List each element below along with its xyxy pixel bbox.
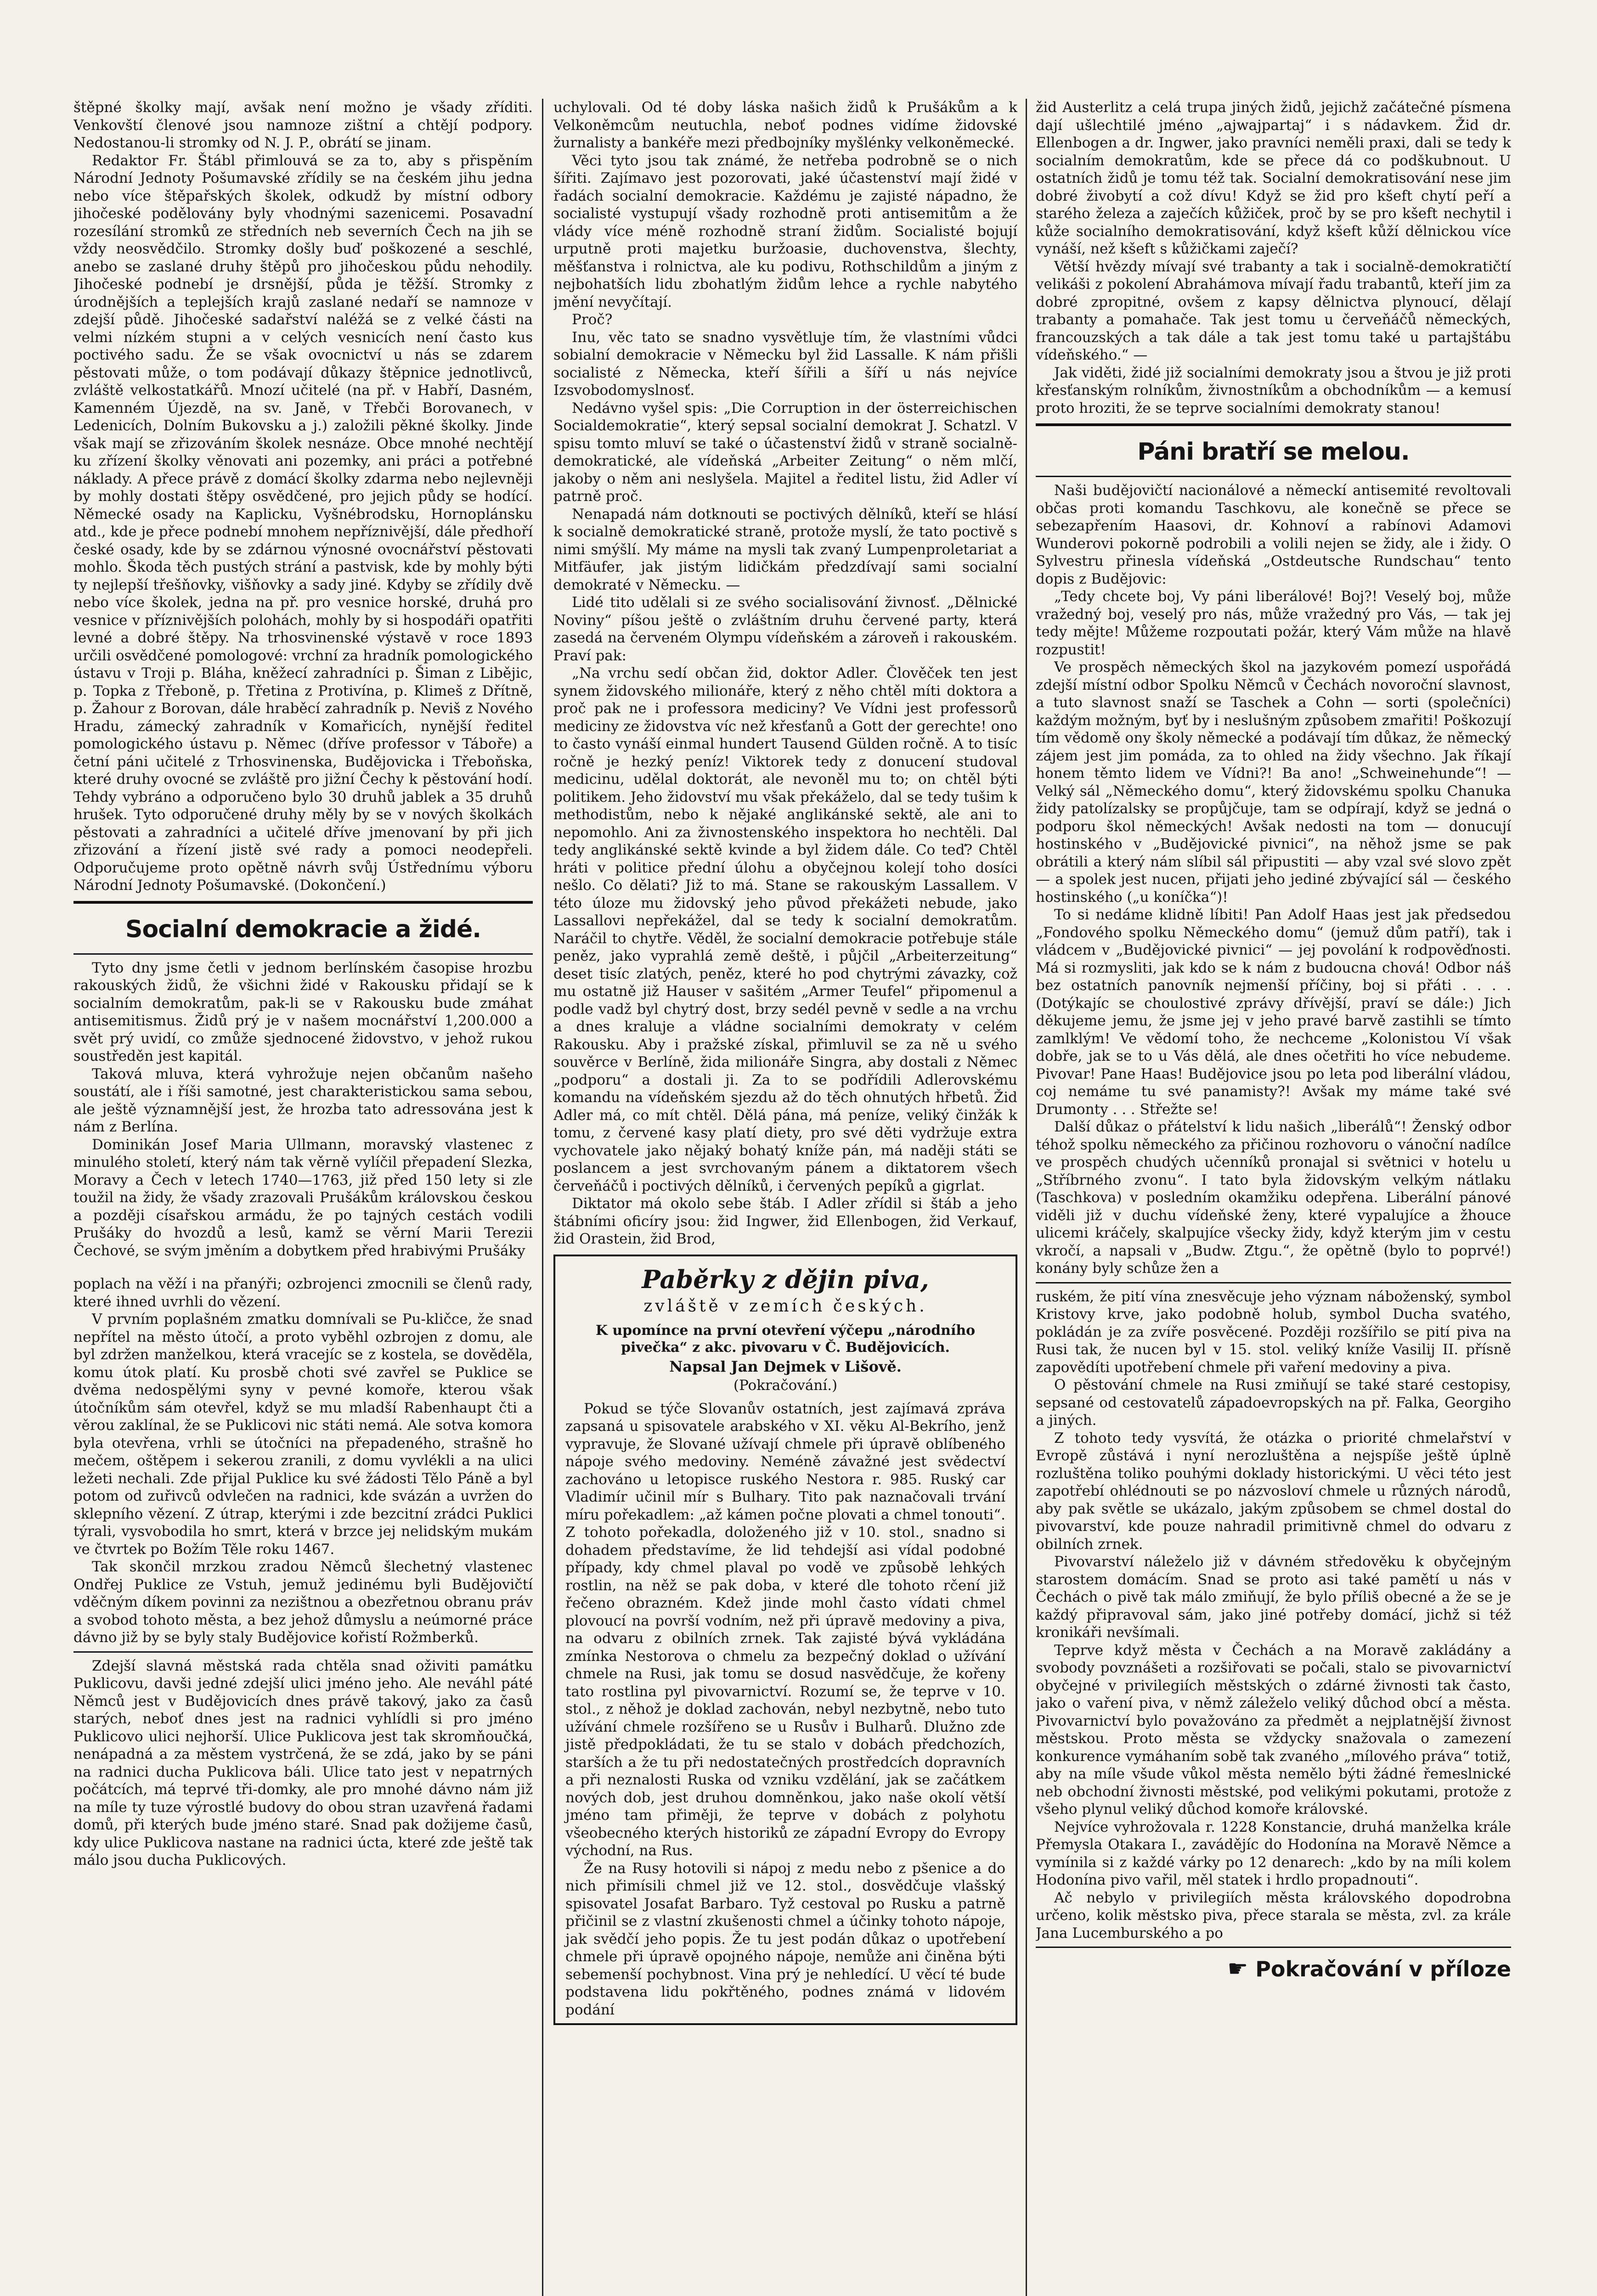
continuation-footer (1036, 1955, 1511, 1982)
column-rule (1026, 99, 1027, 2296)
article-paragraph: Dominikán Josef Maria Ullmann, moravský vlastenec z minulého století, který nám tak věrně vylíčil přepadení Slezka, Moravy a Čech v letech 1740—1763, již před 150 lety si zle toužil na židy, že všady zrazovali Prušákům královskou českou a později císařskou armádu, že po tajných cestách vodili Prušáky do hvozdů a lesů, kamž se věrní Marii Terezii Čechové, se svým jměním a dobytkem před hrabivými Prušáky (73, 1136, 533, 1259)
footer-label: Pokračování v příloze (1255, 1957, 1511, 1981)
article-paragraph: „Na vrchu sedí občan žid, doktor Adler. Člověček ten jest synem židovského milionáře, který z něho chtěl míti doktora a proč pak ne i professora mediciny? Ve Vídni jest professorů mediciny ze židovstva víc než křesťanů a Gott der gerechte! ono to často vynáší einmal hundert Tausend Gülden ročně. A to tisíc ročně je hezký peníz! Viktorek tedy z donucení studoval medicinu, udělal doktorát, ale nevoněl mu to; on chtěl býti politikem. Jeho židovství mu však překáželo, dal se tedy tušim k methodistům, nebo k nějaké anglikánské sektě, ale ani to nepomohlo. Ani za živnostenského inspektora ho nechtěli. Dal tedy anglikánské sektě kvinde a byl židem dále. Co teď? Chtěl hráti v politice přední úlohu a obyčejnou kolejí toho dosíci nešlo. Co dělati? Již to má. Stane se rakouským Lassallem. V této úloze mu židovský jeho původ překážeti nebude, jako Lassallovi nepřekážel, dal se tedy k socialní demokratům. Naráčil to chytře. Věděl, že socialní demokracie potřebuje stále peněz, jako vyprahlá země deště, i půjčil „Arbeiterzeitung“ deset tisíc zlatých, peněz, které ho pod chytrými závazky, což mu ostatně již Hauser v sašitém „Armer Teufel“ připomenul a podle vadž byl chytrý dost, brzy sedél pevně v sedle a na vrchu a dnes kraluje a vládne socialními demokraty v celém Rakousku. Aby i pražské získal, přimluvil se za ně u svého souvěrce v Berlíně, žida milionáře Singra, aby dostali z Němec „podporu“ a dostali ji. Za to se podřídili Adlerovskému komandu na vídeňském sjezdu až do těch ohnutých hřbetů. Žid Adler má, co mít chtěl. Dělá pána, má peníze, veliký činžák k tomu, z červené kasy platí diety, pro své děti vydržuje extra vychovatele jako nějaký bohatý kníže pán, má naději státi se poslancem a jest svrchovaným pánem a diktatorem všech červeňáčů i poctivých dělníků, i červených pepíků a gigrlat. (553, 665, 1017, 1194)
article-paragraph: Zdejší slavná městská rada chtěla snad oživiti památku Puklicovu, davši jedné zdejší ulici jméno jeho. Ale neváhl páté Němců jest v Budějovicích dnes právě takový, jako za časů starých, neboť dnes jest na radnici vyhlídli si pro jméno Puklicovo ulici nejhorší. Ulice Puklicova jest tak skromňoučká, nenápadná a za městem vystrčená, že se zdá, jako by se páni na radnici ducha Puklicova báli. Ulice tato jest v nepatrných počátcích, má teprvé tři-domky, ale pro mnohé dávno nám již na míle ty tuze výrostlé budovy do obou stran uzavřená řadami domů, při kterých bude jméno staré. Snad pak dožijeme časů, kdy ulice Puklicova nastane na radnici úcta, které zde ještě tak málo jsou ducha Puklicových. (73, 1657, 533, 1868)
article-paragraph: Že na Rusy hotovili si nápoj z medu nebo z pšenice a do nich přimísili chmel již ve 12. stol., dosvědčuje vlašský spisovatel Josafat Barbaro. Tyž cestoval po Rusku a patrně přičinil se z vlastní zkušenosti chmel a účinky tohoto nápoje, jak svědčí jeho popis. Že tu jest podán důkaz o upotřebení chmele při úpravě opojného nápoje, nemůže ani činěna býti sebemenší pochybnost. Vina prý je nehledící. U věcí té bude podstavena lidu pokřtěného, podnes známá v lidovém podání (565, 1860, 1005, 2018)
article-paragraph: uchylovali. Od té doby láska našich židů k Prušákům a k Velkoněmcům neutuchla, neboť podnes vidíme židovské žurnalisty a bankéře mezi předbojníky myšlénky velkoněmecké. (553, 99, 1017, 151)
feature-author: Napsal Jan Dejmek v Lišově. (669, 1357, 902, 1375)
article-paragraph: Naši budějovičtí nacionálové a německí antisemité revoltovali občas proti komandu Taschkovu, ale konečně se přece se sebezapřením Haasovi, dr. Kohnoví a rabínovi Adamovi Wunderovi pokorně podrobili a volili nejen se židy, ale i židy. O Sylvestru přinesla vídeňská „Ostdeutsche Rundschau“ tento dopis z Budějovic: (1036, 482, 1511, 587)
article-paragraph: Redaktor Fr. Štábl přimlouvá se za to, aby s přispěním Národní Jednoty Pošumavské zřídily se na českém jihu jedna nebo více štěpařských školek, odkudž by místní odbory jihočeské podělovány byly vhodnými sazenicemi. Posavadní rozesílání stromků ze středních neb severních Čech na jih se vždy neosvědčilo. Stromky došly buď poškozené a seschlé, anebo se zaslané druhy štěpů pro jihočeskou půdu nehodily. Jihočeské podnebí je drsnější, půda je těžší. Stromky z úrodnějších a teplejších krajů zaslané nedaří se namnoze v zdejší půdě. Jihočeské sadařství naléžá se z velké části na velmi nízkém stupni a v celých vesnicích není často kus poctivého sadu. Že se však ovocnictví u nás se zdarem pěstovati může, o tom podávají důkazy štěpnice jednotlivců, zvláště velkostatkářů. Mnozí učitelé (na př. v Habří, Dasném, Kamenném Újezdě, na sv. Janě, v Třebči Borovanech, v Ledenicích, Dolním Bukovsku a j.) založili pěkné školky. Jinde však mají se zřizováním školek nesnáze. Obce mnohé nechtějí ku zřízení školky věnovati ani pozemky, ani práci a potřebné náklady. A přece právě z domácí školky zdarma nebo nejlevněji by mohly dostati štěpy osvědčené, pro jejich půdy se hodící. Německé osady na Kaplicku, Vyšnébrodsku, Hornoplánsku atd., kde je přece podnebí mnohem nepříznivější, dále předhoří české osady, kde by se zdárnou výnosné ovocnářství pěstovati mohlo. Škoda těch pustých strání a pastvisk, kde by mohly býti ty nejlepší třešňovky, višňovky a sady jiné. Kdyby se zřídily dvě nebo více školek, jedna na př. pro vesnice horské, druhá pro vesnice v příznivějších polohách, mohly by si hospodáři opatřiti levné a dobré štěpy. Na trhosvinenské výstavě v roce 1893 určili osvědčené pomologové: vrchní za hradník pomologického ústavu v Troji p. Bláha, kněžecí zahradníci p. Šiman z Libějic, p. Topka z Třeboně, p. Třetina z Protivína, p. Klimeš z Dřítně, p. Žahour z Borovan, dále hraběcí zahradník p. Neviš z Nového Hradu, zámecký zahradník v Komařicích, nynější ředitel pomologického ústavu p. Němec (dříve professor v Táboře) a četní páni učitelé z Trhosvinenska, Budějovicka i Třeboňska, které druhy ovocné se zvláště pro jižní Čechy k pěstování hodí. Tehdy vybráno a odporučeno bylo 30 druhů jablek a 35 druhů hrušek. Tyto odporučené druhy měly by se v nových školkách pěstovati a zahradníci a učitelé dříve jmenovaní by při jich zřizování a řízení jistě své rady a pomoci neodepřeli. Odporučujeme proto opětně návrh svůj Ústřednímu výboru Národní Jednoty Pošumavské. (Dokončení.) (73, 152, 533, 894)
section-divider (1036, 1282, 1511, 1283)
feature-title: Paběrky z dějin piva, (642, 1264, 929, 1294)
article-paragraph: Ve prospěch německých škol na jazykovém pomezí uspořádá zdejší místní odbor Spolku Němců v Čechách novoroční slavnost, a tuto slavnost snaží se Taschek a Cohn — sorti (společníci) každým možným, byť by i neslušným způsobem zmařiti! Poškozují tím vědomě ony školy německé a podávají tím důkaz, že německý zájem jest jim pomáda, za to ohled na židy všechno. Jak říkají honem těmto lidem ve Vídni?! Ba ano! „Schweinehunde“! — Velký sál „Německého domu“, který židovskému spolku Chanuka židy patolízalsky se propůjčuje, tam se odpírají, když se jedná o podporu škol německých! Avšak nedosti na tom — donucují hostinského v „Budějovické pivnici“, na něhož jsme se pak obrátili a který nám slíbil sál připustiti — aby vzal své slovo zpět — a spolek jest nucen, přijati jeho jediné zbývající sál — českého hostinského („u koníčka“)! (1036, 659, 1511, 906)
article-paragraph: poplach na věží i na přanýři; ozbrojenci zmocnili se členů rady, které ihned uvrhli do vězení. (73, 1276, 533, 1310)
article-paragraph: Lidé tito udělali si ze svého socialisování živnosť. „Dělnické Noviny“ píšou ještě o zvláštním druhu červené party, která zasedá na červeném Olympu vídeňském a zároveň i rakouském. Praví pak: (553, 594, 1017, 664)
feature-box (553, 1255, 1017, 2026)
article-paragraph: „Tedy chcete boj, Vy páni liberálové! Boj?! Veselý boj, může vražedný boj, veselý pro nás, může vražedný pro Vás, — tak jej tedy mějte! Můžeme rozpoutati požár, který Vám může na hlavě rozpustit! (1036, 588, 1511, 658)
article-paragraph: Nenapadá nám dotknouti se poctivých dělníků, kteří se hlásí k socialně demokratické straně, protože myslí, že tato poctivě s nimi smýšlí. My máme na mysli tak zvaný Lumpenproletariat a Mitfäufer, jak jistým lidičkám předzdívají sami socialní demokraté v Německu. — (553, 506, 1017, 593)
article-paragraph: Ač nebylo v privilegiích města královského dopodrobna určeno, kolik městsko piva, přece starala se města, zvl. za krále Jana Lucemburského a po (1036, 1889, 1511, 1941)
footer-rule (1036, 1947, 1511, 1948)
feature-note: K upomínce na první otevření výčepu „národního pivečka“ z akc. pivovaru v Č. Budějovicích. (595, 1322, 976, 1356)
article-paragraph: To si nedáme klidně líbiti! Pan Adolf Haas jest jak předsedou „Fondového spolku Německého domu“ (jemuž dům patří), tak i vládcem v „Budějovické pivnici“ — jej povolání k rodpověďnosti. Má si rozmysliti, jak kdo se k nám z budoucna chová! Odbor náš bez ostatních panovník nejmenší příčiny, boj si přáti . . . . (Dotýkajíc se choulostivé zprávy dřívější, praví se dále:) Jich děkujeme jemu, že jsme jej v jeho pravé barvě zastihli se tímto zamlklým! Ve vědomí toho, že nechceme „Kolonistou Ví však dobře, jak se to u Vás dělá, ale dnes očetřiti ho více nebudeme. Pivovar! Pane Haas! Budějovice jsou po leta pod liberální vládou, coj nemáme tu své panamisty?! Avšak my máme také své Drumonty . . . Střežte se! (1036, 906, 1511, 1118)
article-paragraph: Tyto dny jsme četli v jednom berlínském časopise hrozbu rakouských židů, že všichni židé v Rakousku přidají se k socialním demokratům, pak-li se v Rakousku bude zmáhat antisemitismus. Židů prý je v našem mocnářství 1,200.000 a svět prý uvidí, co zmůže sjednocené židovstvo, v jehož rukou soustředěn jest kapitál. (73, 959, 533, 1064)
article-paragraph: V prvním poplašném zmatku domnívali se Pu-kličce, že snad nepřítel na město útočí, a proto vyběhl ozbrojen z domu, ale byl zdržen manželkou, která vracejíc se z kostela, se dověděla, komu útok platí. Ku prosbě choti své zavřel se Puklice se dvěma nedospělými syny v pevné komoře, kterou však útočníkům sám otevřel, když se mu mladší Rabenhaupt čti a věrou zaklínal, že se Puklicovi nic státi nemá. Ale sotva komora byla otevřena, vrhli se útočníci na přepadeného, strašně ho mečem, oštěpem i sekerou zranili, z domu vyvlékli a na ulici ležeti nechali. Zde přijal Puklice ku své žádosti Tělo Páně a byl potom od zuřivců odvlečen na radnici, kde svázán a uvržen do sklepního vězení. Z útrap, kterými i zde bezcitní zrádci Puklici týrali, vysvobodila ho smrt, která v brzce jej nelidským mukám ve čtvrtek po Božím Těle roku 1467. (73, 1311, 533, 1558)
column-2 (553, 99, 1017, 2296)
article-paragraph: Nedávno vyšel spis: „Die Corruption in der österreichischen Socialdemokratie“, který sepsal socialní demokrat J. Schatzl. V spisu tomto mluví se také o účastenství židů v straně socialně-demokratické, ale vídeňská „Arbeiter Zeitung“ o něm mlčí, jakoby o něm ani neslyšela. Majitel a ředitel listu, žid Adler ví patrně proč. (553, 400, 1017, 505)
article-paragraph: Další důkaz o přátelství k lidu našich „liberálů“! Ženský odbor téhož spolku německého za přičinou rozhovoru o vánoční nadílce ve prospěch chudých učenníků pronajal si světnici v hotelu u „Stříbrného zvonu“. I tato byla židovským velkým nátlaku (Taschkova) v posledním okamžiku odepřena. Liberální pánové viděli již v duchu vídeňské ženy, které vypalujíce a žhouce ulicemi kráčely, skalpujíce všecky židy, když kterým jim v cestu vkročí, a napsali v „Budw. Ztgu.“, že opětně (bylo to poprvé!) konány byly schůze žen a (1036, 1119, 1511, 1277)
article-paragraph: Jak viděti, židé již socialními demokraty jsou a štvou je již proti křesťanským rolníkům, živnostníkům a obchodníkům — a kemusí proto hroziti, že se teprve socialními demokraty stanou! (1036, 364, 1511, 416)
article-paragraph: Teprve když města v Čechách a na Moravě zakládány a svobody povznášeti a rozšiřovati se počali, stalo se pivovarnictví obyčejné v privilegiích městských o zdárné živnosti tak často, jako o vaření piva, v němž záleželo veliký důchod obcí a města. Pivovarnictví bylo považováno za předmět a nejplatnější živnost městskou. Proto města se vždycky snažovala o zamezení konkurence vymáhaním sobě tak zvaného „mílového práva“ totiž, aby na míle všude vůkol města nemělo býti žádné řemeslnické neb obchodní živnosti městské, pod velikými pokutami, protože z všeho plynul veliký důchod komoře královské. (1036, 1642, 1511, 1818)
article-heading: Páni bratří se melou. (1137, 438, 1410, 466)
article-paragraph: O pěstování chmele na Rusi zmiňují se také staré cestopisy, sepsané od cestovatelů západoevropských na př. Falka, Georgiho a jiných. (1036, 1377, 1511, 1429)
column-3 (1036, 99, 1511, 2296)
article-paragraph: Pivovarství náleželo již v dávném středověku k obyčejným starostem domácím. Snad se proto asi také pamětí u nás v Čechách o pivě tak málo zmiňují, že bylo příliš obecné a že se je každý připravoval sám, jako jiné potřeby domácí, jichž si též kronikáři nevšímali. (1036, 1553, 1511, 1641)
article-paragraph: Inu, věc tato se snadno vysvětluje tím, že vlastními vůdci sobialní demokracie v Německu byl žid Lassalle. K nám přišli socialisté z Německa, kteří šířili a šíří u nás nejvíce Izsvobodomyslnosť. (553, 329, 1017, 399)
feature-subtitle: zvláště v zemích českých. (643, 1296, 927, 1316)
article-paragraph: Nejvíce vyhrožovala r. 1228 Konstancie, druhá manželka krále Přemysla Otakara I., zavádějíc do Hodonína na Moravě Němce a vymínila si z každé várky po 12 denarech: „kdo by na míli kolem Hodonína pivo vařil, měl statek i hrdlo propadnouti“. (1036, 1818, 1511, 1888)
article-paragraph: Tak skončil mrzkou zradou Němců šlechetný vlastenec Ondřej Puklice ze Vstuh, jemuž jedinému byli Budějovičtí vděčným díkem povinni za nezištnou a obezřetnou obranu práv a svobod tohoto města, a bez jehož důmyslu a neúmorné práce dávno již by se byly staly Budějovice kořistí Rožmberků. (73, 1559, 533, 1646)
heading-rule (73, 953, 533, 955)
section-divider (73, 901, 533, 904)
article-paragraph: štěpné školky mají, avšak není možno je všady zříditi. Venkovští členové jsou namnoze zištní a chtějí podpory. Nedostanou-li stromky od N. J. P., obrátí se jinam. (73, 99, 533, 151)
column-1 (73, 99, 533, 2296)
article-paragraph: Pokud se týče Slovanův ostatních, jest zajímavá zpráva zapsaná u spisovatele arabského v XI. věku Al-Bekrího, jenž vypravuje, že Slované užívají chmele při úpravě oblíbeného nápoje svého medoviny. Neméně závažné jest svědectví zachováno u letopisce ruského Nestora r. 985. Ruský car Vladimír učinil mír s Bulhary. Tito pak naznačovali trvání míru pořekadlem: „až kámen počne plovati a chmel tonouti“. Z tohoto pořekadla, doloženého již v 10. stol., snadno si dohadem představíme, že lid tehdejší asi vídal podobné případy, kdy chmel plaval po vodě ve způsobě lehkých rostlin, na něž se pak doba, v které dle tohoto rčení již řečeno obrazném. Kdež jinde mohl často vídati chmel plovoucí na površí vodním, než při úpravě medoviny a piva, na odvaru z obilních zrnek. Tak zajisté bývá vykládána zmínka Nestorova o chmelu za bezpečný doklad o užívání chmele na Rusi, jak tomu se dosud nasvědčuje, že kořeny tato rostlina pyl pivovarnictví. Rozumí se, že teprve v 10. stol., z něhož je doklad zachován, nebyl nezbytně, nebo tuto užívání chmele rozšířeno se u Rusův i Bulharů. Dlužno zde jistě předpokládati, že tu se stalo v dobách předchozích, starších a že tu při nedostatečných prostředcích dopravních a při neznalosti Ruska od vzniku vzdělání, jak se začátkem nových dob, jest druhou domněnkou, jako naše okolí větší jméno tam přiměji, že teprve v dobách z polyhotu všeobecného kterých historiků ze západní Evropy do Evropy východní, na Rus. (565, 1400, 1005, 1859)
article-paragraph: žid Austerlitz a celá trupa jiných židů, jejichž začátečné písmena dají ušlechtilé jméno „ajwajpartaj“ i s nádavkem. Žid dr. Ellenbogen a dr. Ingwer, jako pravníci neměli praxi, dali se tedy k socialním demokratům, kde se přece dá co podškubnout. U ostatních židů je tomu též tak. Socialní demokratisování nese jim dobré živobytí a což dívu! Když se žid pro kšeft chytí peří a starého železa a zaječích kůžiček, proč by se pro kšeft nechytil i kůže socialního demokratisování, když kšeft kůží dělnickou více vynáší, než kšeft s kůžičkami zaječí? (1036, 99, 1511, 257)
article-heading: Socialní demokracie a židé. (125, 915, 481, 943)
article-paragraph: Z tohoto tedy vysvítá, že otázka o priorité chmelařství v Evropě zůstává i nyní nerozluštěna a nejspíše ještě úplně rozluštěna toliko pouhými doklady historickými. U věci této jest zapotřebí ohlédnouti se po názvosloví chmele u různých národů, aby pak světle se ukázalo, jakým způsobem se chmel dostal do pivovarství, kde pouze nahradil primitivně chmel do odvaru z obilních zrnek. (1036, 1429, 1511, 1553)
spacer (73, 1260, 533, 1275)
pointing-hand-icon: ☛ (1227, 1955, 1248, 1982)
article-paragraph: Proč? (572, 311, 613, 328)
section-divider (73, 1651, 533, 1653)
article-paragraph: ruském, že pití vína znesvěcuje jeho význam náboženský, symbol Kristovy krve, jako podobně holub, symbol Ducha svatého, pokládán je za zvíře posvěcené. Později rozšířilo se pití piva na Rusi tak, že nucen byl v 15. stol. veliký kníže Vasilij II. přísně zapovědíti upotřebení chmele při vaření medoviny a piva. (1036, 1288, 1511, 1376)
article-paragraph: Diktator má okolo sebe štáb. I Adler zřídil si štáb a jeho štábními oficíry jsou: žid Ingwer, žid Ellenbogen, žid Verkauf, žid Orastein, žid Brod, (553, 1195, 1017, 1247)
article-paragraph: Věci tyto jsou tak známé, že netřeba podrobně se o nich šířiti. Zajímavo jest pozorovati, jaké účastenství mají židé v řadách socialní demokracie. Každému je zajisté nápadno, že socialisté vystupují všady rozhodně proti antisemitům a že vlády více méně rozhodně straní židům. Socialisté bojují urputně proti majetku buržoasie, duchovenstva, šlechty, měšťanstva i rolnictva, ale ku podivu, Rothschildům a jiným z nejbohatších lidu zbohatlým židům lehce a rychle nabytého jmění nevyčítají. (553, 152, 1017, 310)
continuation-label: (Pokračování.) (733, 1377, 838, 1394)
heading-rule (1036, 476, 1511, 477)
section-divider (1036, 423, 1511, 426)
article-paragraph: Větší hvězdy mívají své trabanty a tak i socialně-demokratičtí velikáši z pokolení Abrahámova mívají řadu trabantů, kteří jim za dobré zpropitné, ovšem z kapsy dělnictva plynoucí, dělají trabanty a pomahače. Tak jest tomu u červeňáčů německých, francouzských a tak dále a tak jest tomu také u partajštábu vídeňského.“ — (1036, 258, 1511, 363)
article-paragraph: Taková mluva, která vyhrožuje nejen občanům našeho soustátí, ale i říši samotné, jest charakteristickou sama sebou, ale ještě významnější jest, že hrozba tato adressována jest k nám z Berlína. (73, 1065, 533, 1135)
column-rule (542, 99, 543, 2296)
